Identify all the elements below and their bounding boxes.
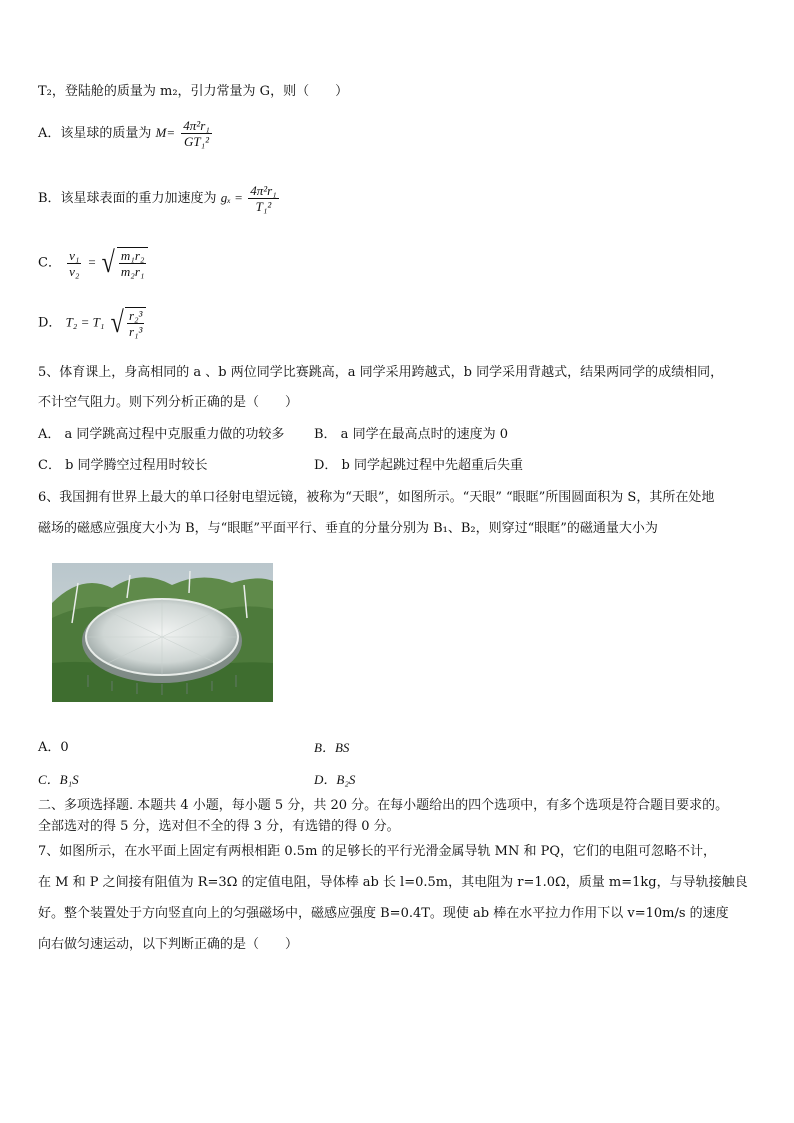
q4-option-d-lhs: T₂ = T₁ (65, 314, 105, 330)
q7-stem-line4: 向右做匀速运动，以下判断正确的是（ ） (38, 937, 299, 952)
q7-stem-line3: 好。整个装置处于方向竖直向上的匀强磁场中，磁感应强度 B=0.4T。现使 ab 棒在水平拉力作用下以 v=10m/s 的速度 (38, 906, 729, 921)
q6-option-a[interactable]: A．0 (38, 740, 69, 755)
q4-option-c-label: C． (38, 255, 61, 271)
q6-stem-line1: 6、我国拥有世界上最大的单口径射电望远镜，被称为“天眼”，如图所示。“天眼” “眼眶”所围圆面积为 S，其所在处地 (38, 490, 715, 505)
q4-stem-tail: T₂，登陆舱的质量为 m₂，引力常量为 G，则（ ） (38, 84, 349, 99)
telescope-photo (52, 563, 273, 702)
q6-option-b[interactable]: B．BS (314, 740, 350, 755)
q4-option-a-fraction: $\frac{\text{4π²r₁}}{\text{GT₁²}}$ (183, 118, 210, 149)
q7-stem-line1: 7、如图所示，在水平面上固定有两根相距 0.5m 的足够长的平行光滑金属导轨 MN 和 PQ，它们的电阻可忽略不计， (38, 844, 717, 859)
q5-stem-line1: 5、体育课上，身高相同的 a 、b 两位同学比赛跳高，a 同学采用跨越式，b 同学采用背越式，结果两同学的成绩相同， (38, 365, 724, 380)
q4-option-a[interactable]: A．该星球的质量为 M= $\frac{\text{4π²r₁}}{\text{GT₁²}}$ (38, 118, 210, 149)
q4-option-d-label: D． (38, 315, 62, 331)
q7-stem-line2: 在 M 和 P 之间接有阻值为 R=3Ω 的定值电阻，导体棒 ab 长 l=0.5m，其电阻为 r=1.0Ω，质量 m=1kg，与导轨接触良 (38, 875, 748, 890)
q5-option-b[interactable]: B． a 同学在最高点时的速度为 0 (314, 427, 508, 442)
q5-option-a[interactable]: A． a 同学跳高过程中克服重力做的功较多 (38, 427, 285, 442)
q4-option-c[interactable]: C． $\frac{\text{v₁}}{\text{v₂}}$ = √ $\frac{\text{m₁r₂}}{\text{m₂r₁}}$ (38, 247, 148, 279)
q5-option-d[interactable]: D． b 同学起跳过程中先超重后失重 (314, 458, 524, 473)
q4-option-c-lhs-fraction: $\frac{\text{v₁}}{\text{v₂}}$ (69, 247, 80, 279)
q5-option-c[interactable]: C． b 同学腾空过程用时较长 (38, 458, 208, 473)
q4-option-d-sqrt: √ $\frac{\text{r₂³}}{\text{r₁³}}$ (109, 307, 147, 339)
q6-option-d[interactable]: D．B₂S (314, 772, 356, 787)
q4-option-b-lhs: gₓ (220, 190, 231, 205)
section-two-heading-line1: 二、多项选择题. 本题共 4 小题，每小题 5 分，共 20 分。在每小题给出的四个选项中，有多个选项是符合题目要求的。 (38, 798, 729, 813)
q4-option-d[interactable] (38, 307, 146, 339)
q4-option-a-label: A．该星球的质量为 (38, 126, 152, 141)
q4-option-b-fraction: $\frac{\text{4π²r₁}}{\text{T₁²}}$ (250, 183, 277, 214)
q4-option-b-label: B．该星球表面的重力加速度为 (38, 191, 217, 206)
section-two-heading-line2: 全部选对的得 5 分，选对但不全的得 3 分，有选错的得 0 分。 (38, 819, 400, 834)
q5-stem-line2: 不计空气阻力。则下列分析正确的是（ ） (38, 395, 299, 410)
q4-option-c-sqrt: √ $\frac{\text{m₁r₂}}{\text{m₂r₁}}$ (100, 247, 148, 279)
q4-option-a-lhs: M (155, 125, 167, 140)
q4-option-b[interactable]: B．该星球表面的重力加速度为 gₓ = $\frac{\text{4π²r₁}}{\text{T₁²}}$ (38, 183, 277, 214)
q6-option-c[interactable]: C．B₁S (38, 772, 79, 787)
q6-stem-line2: 磁场的磁感应强度大小为 B，与“眼眶”平面平行、垂直的分量分别为 B₁、B₂，则穿过“眼眶”的磁通量大小为 (38, 521, 658, 536)
